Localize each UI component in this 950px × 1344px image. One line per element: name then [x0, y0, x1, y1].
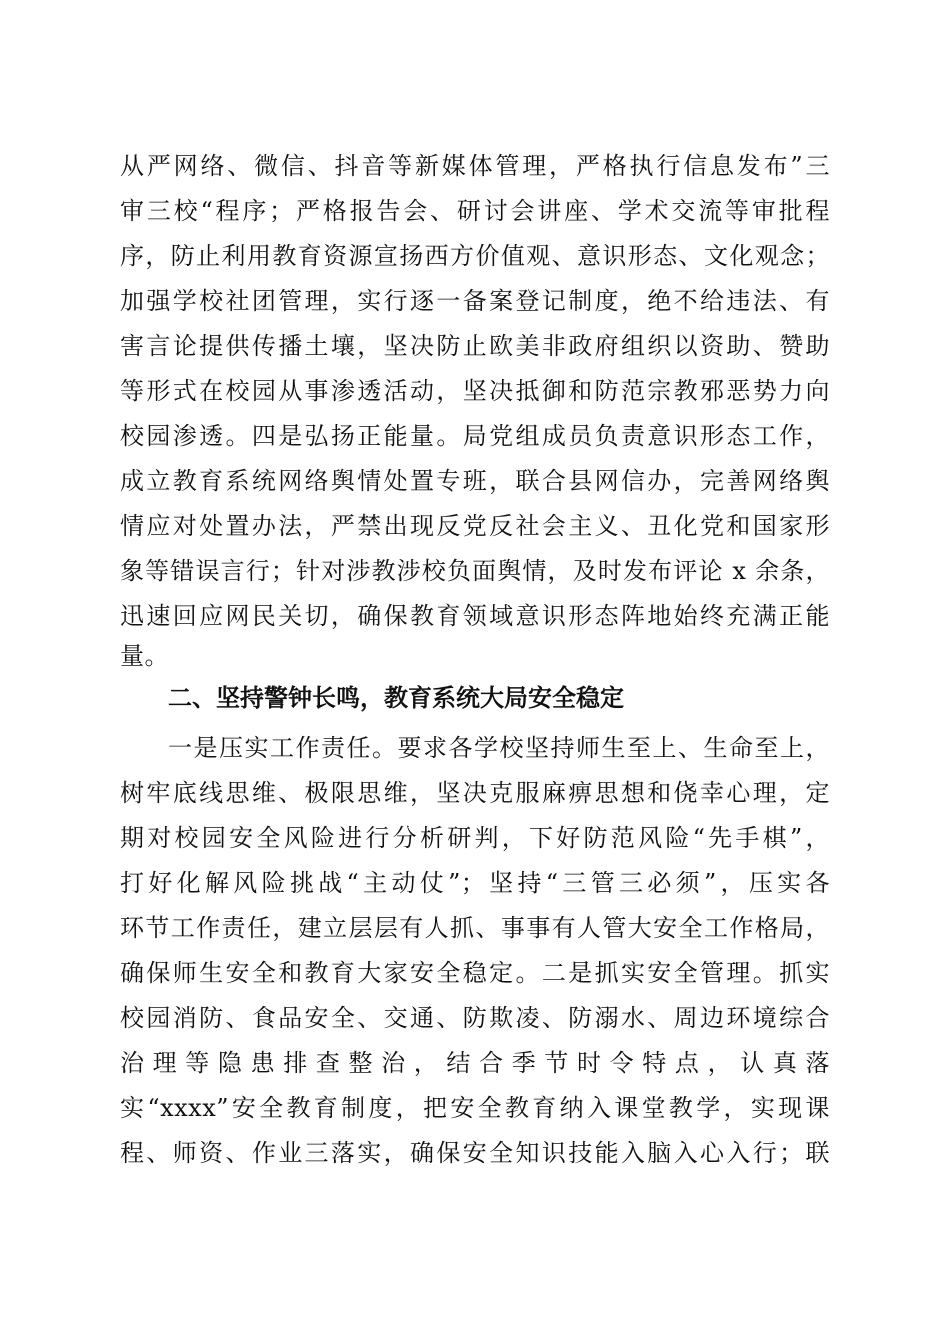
paragraph-1-line-8: 成立教育系统网络舆情处置专班，联合县网信办，完善网络舆	[120, 467, 830, 495]
paragraph-2-line-5: 环节工作责任，建立层层有人抓、事事有人管大安全工作格局，	[120, 914, 830, 942]
paragraph-1-line-5: 害言论提供传播土壤，坚决防止欧美非政府组织以资助、赞助	[120, 332, 830, 360]
paragraph-2-line-7: 校园消防、食品安全、交通、防欺凌、防溺水、周边环境综合	[120, 1004, 830, 1032]
paragraph-1-line-7: 校园渗透。四是弘扬正能量。局党组成员负责意识形态工作，	[120, 422, 830, 450]
paragraph-1-line-10: 象等错误言行；针对涉教涉校负面舆情，及时发布评论 x 余条，	[120, 557, 830, 585]
paragraph-1-line-2: 审三校“程序；严格报告会、研讨会讲座、学术交流等审批程	[120, 197, 830, 225]
paragraph-2-line-3: 期对校园安全风险进行分析研判，下好防范风险“先手棋”，	[120, 824, 830, 852]
paragraph-2-line-6: 确保师生安全和教育大家安全稳定。二是抓实安全管理。抓实	[120, 959, 830, 987]
paragraph-1-line-1: 从严网络、微信、抖音等新媒体管理，严格执行信息发布”三	[120, 152, 830, 180]
section-heading: 二、坚持警钟长鸣，教育系统大局安全稳定	[168, 684, 624, 712]
paragraph-1-line-11: 迅速回应网民关切，确保教育领域意识形态阵地始终充满正能	[120, 602, 830, 630]
paragraph-2-line-4: 打好化解风险挑战“主动仗”；坚持“三管三必须”，压实各	[120, 869, 830, 897]
paragraph-2-line-1: 一是压实工作责任。要求各学校坚持师生至上、生命至上，	[168, 734, 830, 762]
paragraph-2-line-10: 程、师资、作业三落实，确保安全知识技能入脑入心入行；联	[120, 1139, 830, 1167]
paragraph-1-line-6: 等形式在校园从事渗透活动，坚决抵御和防范宗教邪恶势力向	[120, 377, 830, 405]
paragraph-2-line-9: 实“xxxx”安全教育制度，把安全教育纳入课堂教学，实现课	[120, 1094, 830, 1122]
paragraph-1-line-3: 序，防止利用教育资源宣扬西方价值观、意识形态、文化观念；	[120, 242, 830, 270]
paragraph-2-line-8: 治理等隐患排查整治，结合季节时令特点，认真落	[120, 1049, 830, 1077]
paragraph-2-line-2: 树牢底线思维、极限思维，坚决克服麻痹思想和侥幸心理，定	[120, 779, 830, 807]
paragraph-1-line-9: 情应对处置办法，严禁出现反党反社会主义、丑化党和国家形	[120, 512, 830, 540]
paragraph-1-line-12: 量。	[120, 642, 169, 670]
paragraph-1-line-4: 加强学校社团管理，实行逐一备案登记制度，绝不给违法、有	[120, 287, 830, 315]
